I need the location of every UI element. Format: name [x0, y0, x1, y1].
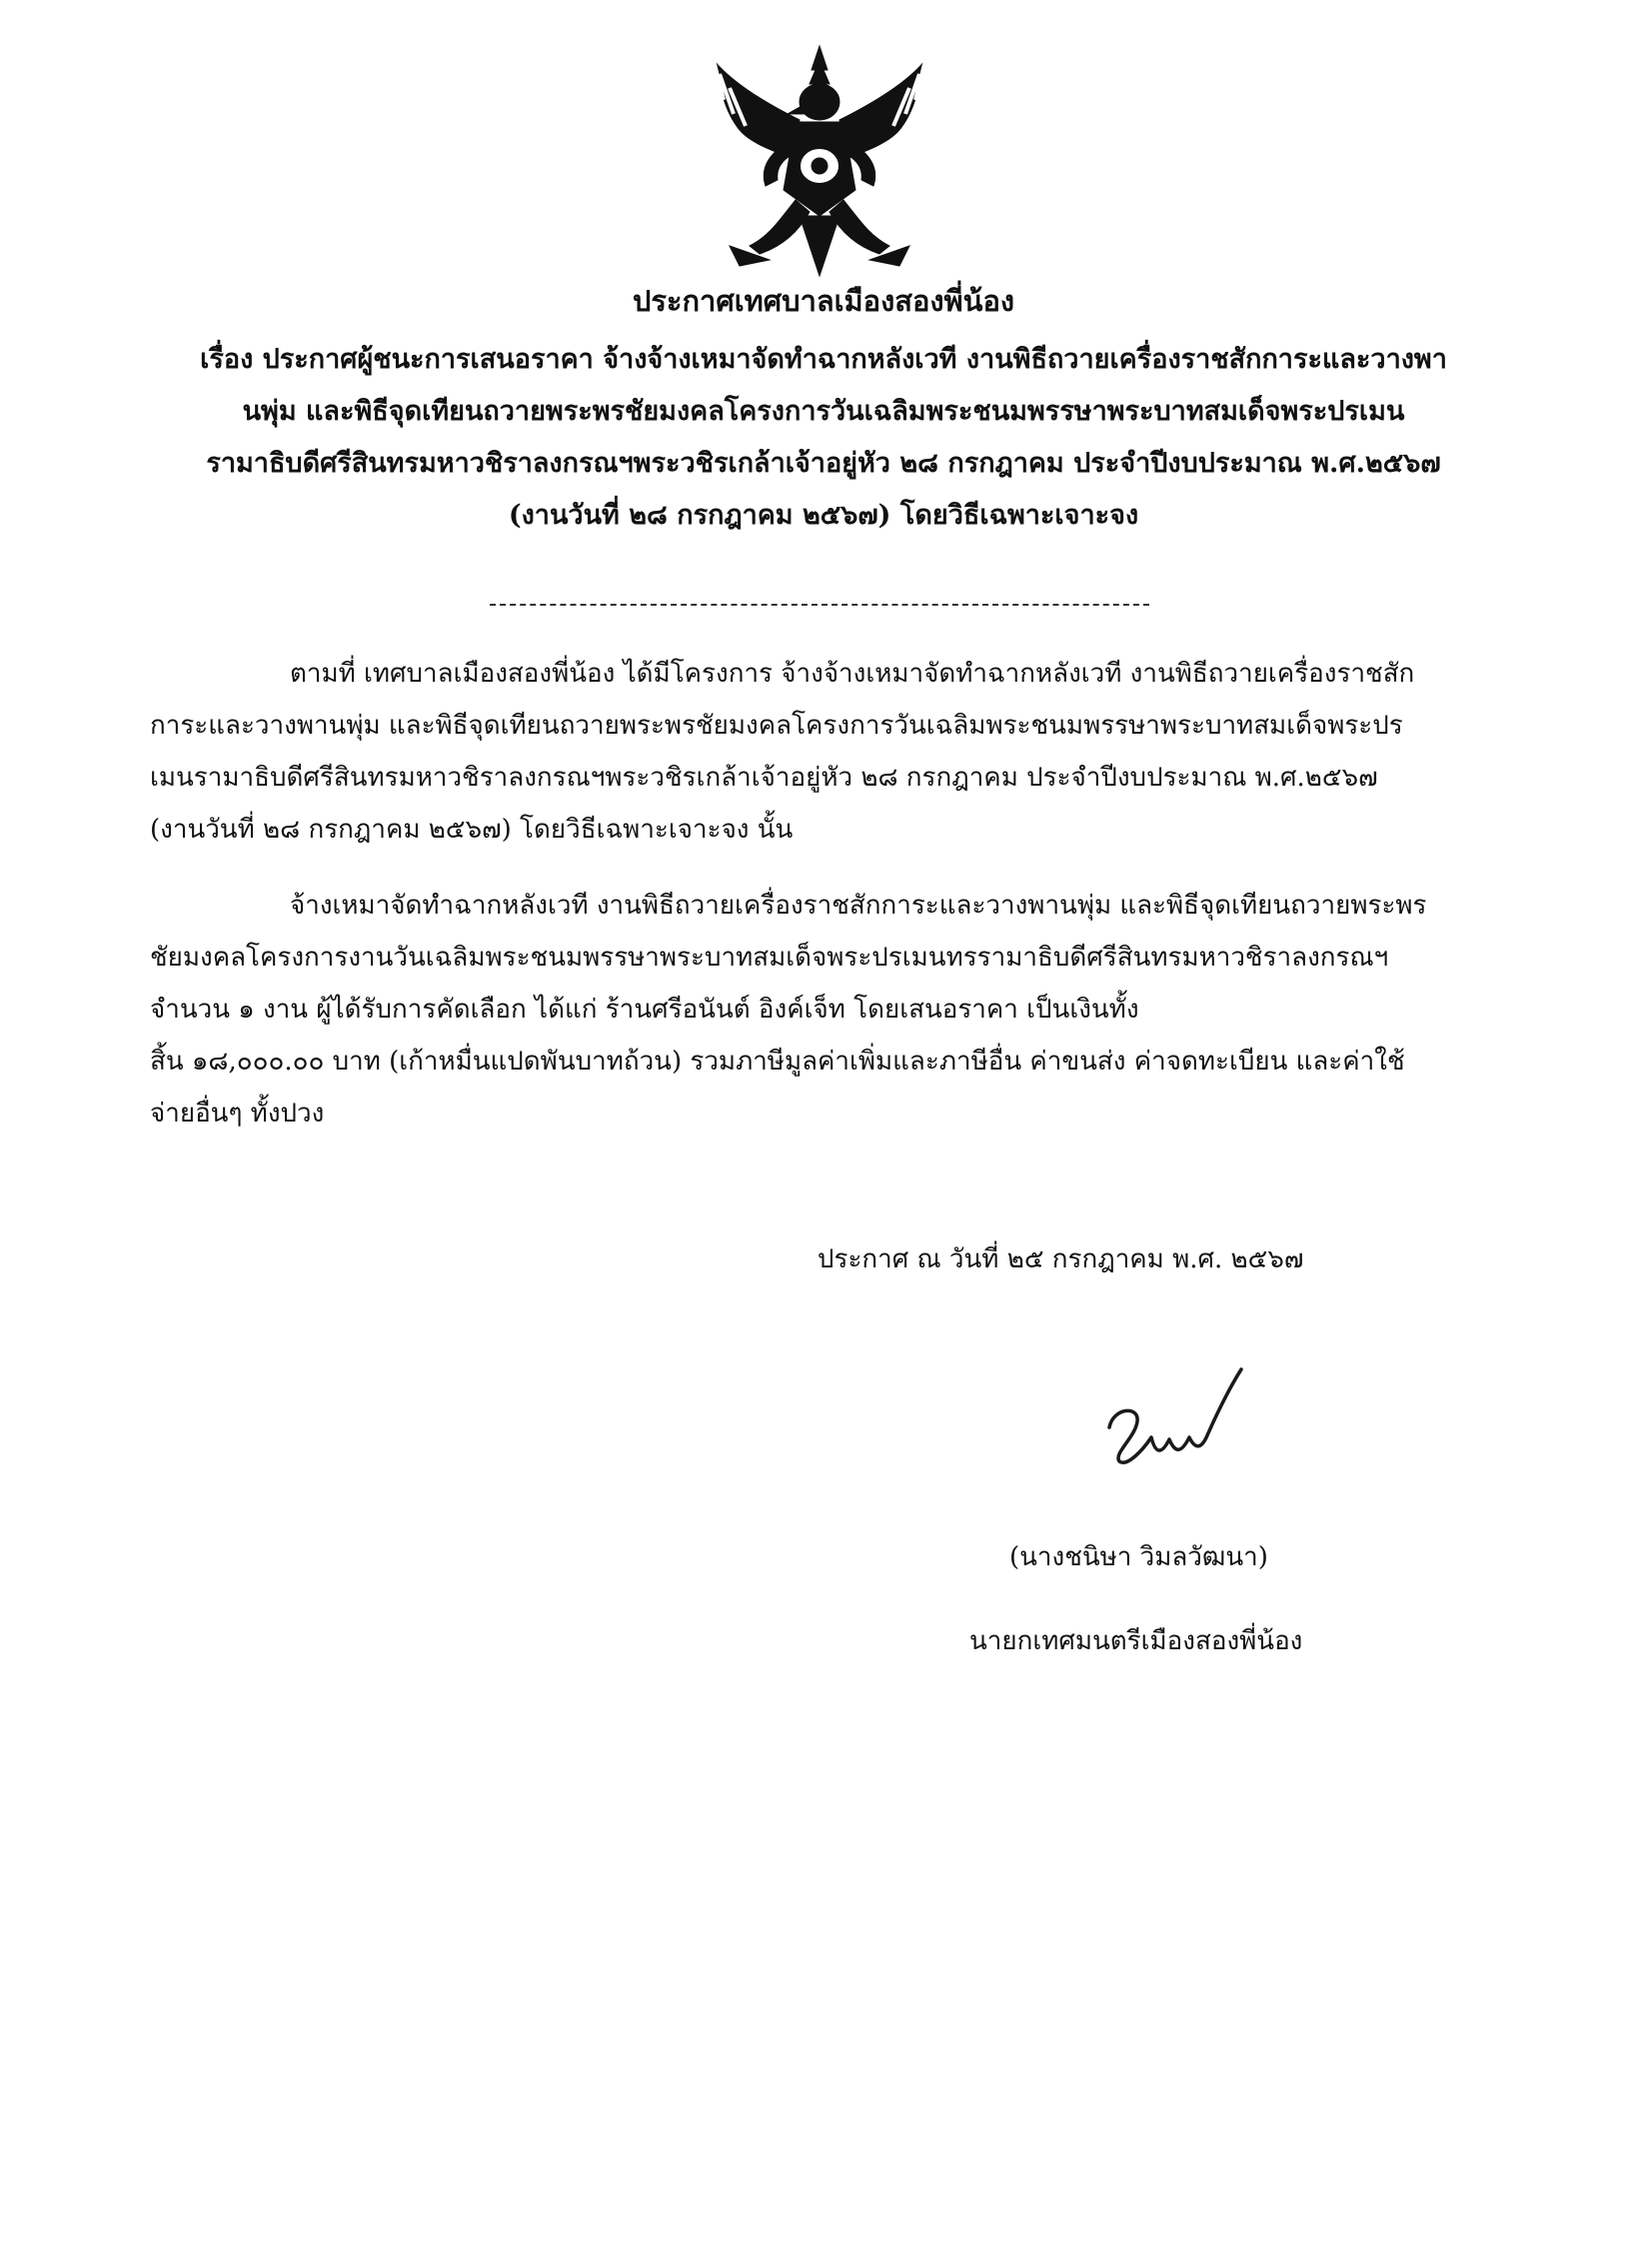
- body-paragraph-1: [150, 648, 1499, 856]
- paragraph-line: การะและวางพานพุ่ม และพิธีจุดเทียนถวายพระพรชัยมงคลโครงการวันเฉลิมพระชนมพรรษาพระบาทสมเด็จพระปร: [150, 711, 1403, 741]
- separator-rule: [490, 604, 1149, 606]
- paragraph-line: ตามที่ เทศบาลเมืองสองพี่น้อง ได้มีโครงการ จ้างจ้างเหมาจัดทำฉากหลังเวที งานพิธีถวายเครื่องราชสัก: [290, 659, 1415, 689]
- subject-line: รามาธิบดีศรีสินทรมหาวชิราลงกรณฯพระวชิรเกล้าเจ้าอยู่หัว ๒๘ กรกฎาคม ประจำปีงบประมาณ พ.ศ.๒๕๖๗: [206, 448, 1441, 479]
- paragraph-line: สิ้น ๑๘,๐๐๐.๐๐ บาท (เก้าหมื่นแปดพันบาทถ้วน) รวมภาษีมูลค่าเพิ่มและภาษีอื่น ค่าขนส่ง ค่าจดทะเบียน และค่าใช้: [150, 1047, 1405, 1077]
- subject-line: (งานวันที่ ๒๘ กรกฎาคม ๒๕๖๗) โดยวิธีเฉพาะเจาะจง: [508, 500, 1139, 531]
- announcement-subject: [150, 334, 1497, 542]
- subject-line: นพุ่ม และพิธีจุดเทียนถวายพระพรชัยมงคลโครงการวันเฉลิมพระชนมพรรษาพระบาทสมเด็จพระปรเมน: [242, 396, 1405, 427]
- paragraph-line: จ่ายอื่นๆ ทั้งปวง: [150, 1099, 325, 1129]
- paragraph-line: เมนรามาธิบดีศรีสินทรมหาวชิราลงกรณฯพระวชิรเกล้าเจ้าอยู่หัว ๒๘ กรกฎาคม ประจำปีงบประมาณ พ.ศ.๒๕๖๗: [150, 763, 1378, 793]
- signer-name: (นางชนิษา วิมลวัฒนา): [1009, 1542, 1268, 1572]
- paragraph-line: จำนวน ๑ งาน ผู้ได้รับการคัดเลือก ได้แก่ ร้านศรีอนันต์ อิงค์เจ็ท โดยเสนอราคา เป็นเงินทั้ง: [150, 995, 1139, 1025]
- signer-title: นายกเทศมนตรีเมืองสองพี่น้อง: [969, 1626, 1303, 1656]
- paragraph-line: (งานวันที่ ๒๘ กรกฎาคม ๒๕๖๗) โดยวิธีเฉพาะเจาะจง นั้น: [150, 815, 794, 845]
- announcement-title: ประกาศเทศบาลเมืองสองพี่น้อง: [632, 284, 1015, 318]
- paragraph-line: ชัยมงคลโครงการงานวันเฉลิมพระชนมพรรษาพระบาทสมเด็จพระปรเมนทรรามาธิบดีศรีสินทรมหาวชิราลงกรณฯ: [150, 943, 1389, 973]
- handwritten-signature: [1099, 1357, 1259, 1477]
- announcement-date: ประกาศ ณ วันที่ ๒๕ กรกฎาคม พ.ศ. ๒๕๖๗: [818, 1244, 1304, 1274]
- body-paragraph-2: [150, 880, 1499, 1139]
- subject-line: เรื่อง ประกาศผู้ชนะการเสนอราคา จ้างจ้างเหมาจัดทำฉากหลังเวที งานพิธีถวายเครื่องราชสักการะและวางพา: [200, 344, 1447, 375]
- garuda-emblem-icon: [700, 40, 939, 280]
- paragraph-line: จ้างเหมาจัดทำฉากหลังเวที งานพิธีถวายเครื่องราชสักการะและวางพานพุ่ม และพิธีจุดเทียนถวายพระพร: [290, 891, 1427, 921]
